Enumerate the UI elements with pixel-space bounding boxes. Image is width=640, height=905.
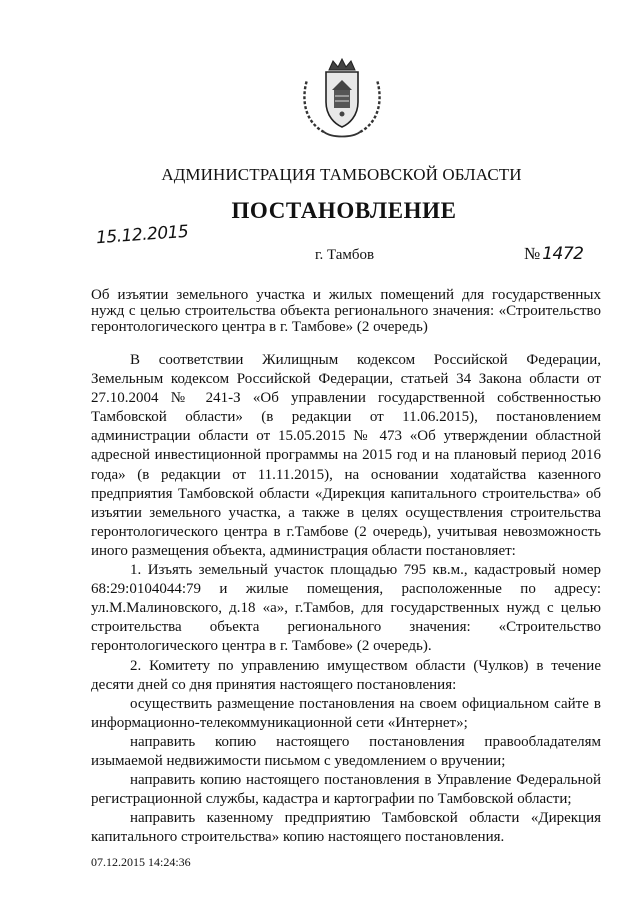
document-body	[91, 351, 601, 847]
handwritten-date: 15.12.2015	[95, 221, 189, 249]
clause-1-paragraph: 1. Изъять земельный участок площадью 795 кв.м., кадастровый номер 68:29:0104044:79 и жилые помещения, расположенные по адресу: ул.М.Малиновского, д.18 «а», г.Тамбов, для государственных нужд с целью строительства объекта регионального значения: «Строительство геронтологического центра в г. Тамбове» (2 очередь).	[91, 562, 601, 655]
authority-name: АДМИНИСТРАЦИЯ ТАМБОВСКОЙ ОБЛАСТИ	[161, 165, 522, 184]
clause-2-item-directorate: направить казенному предприятию Тамбовской области «Дирекция капитального строительства» копию настоящего постановления.	[91, 810, 601, 846]
preamble-paragraph: В соответствии Жилищным кодексом Российской Федерации, Земельным кодексом Российской Федерации, статьей 34 Закона области от 27.10.2004 № 241-З «Об управлении государственной собственностью Тамбовской области» (в редакции от 11.06.2015), постановлением администрации области от 15.05.2015 № 473 «Об утверждении областной адресной инвестиционной программы на 2015 год и на плановый период 2016 года» (в редакции от 11.11.2015), на основании ходатайства казенного предприятия Тамбовской области «Дирекция капитального строительства» об изъятии земельного участка, а также в целях осуществления строительства геронтологического центра в г.Тамбове (2 очередь), учитывая невозможность иного размещения объекта, администрация области постановляет:	[91, 352, 601, 559]
number-sign: №	[524, 244, 541, 263]
clause-2-paragraph: 2. Комитету по управлению имуществом области (Чулков) в течение десяти дней со дня принятия настоящего постановления:	[91, 657, 601, 693]
handwritten-number: 1472	[542, 244, 584, 264]
print-timestamp: 07.12.2015 14:24:36	[91, 855, 191, 869]
document-type-title: ПОСТАНОВЛЕНИЕ	[231, 198, 457, 223]
document-number	[524, 244, 584, 264]
clause-2-item-publish: осуществить размещение постановления на своем официальном сайте в информационно-телекоммуникационной сети «Интернет»;	[91, 695, 601, 731]
clause-2-item-owners: направить копию настоящего постановления правообладателям изымаемой недвижимости письмом с уведомлением о вручении;	[91, 733, 601, 769]
city-label: г. Тамбов	[315, 247, 375, 263]
document-subject: Об изъятии земельного участка и жилых помещений для государственных нужд с целью строительства объекта регионального значения: «Строительство геронтологического центра в г. Тамбове» (2 очередь)	[91, 287, 601, 335]
clause-2-item-registry: направить копию настоящего постановления в Управление Федеральной регистрационной службы, кадастра и картографии по Тамбовской области;	[91, 772, 601, 808]
coat-of-arms-icon	[297, 56, 387, 140]
